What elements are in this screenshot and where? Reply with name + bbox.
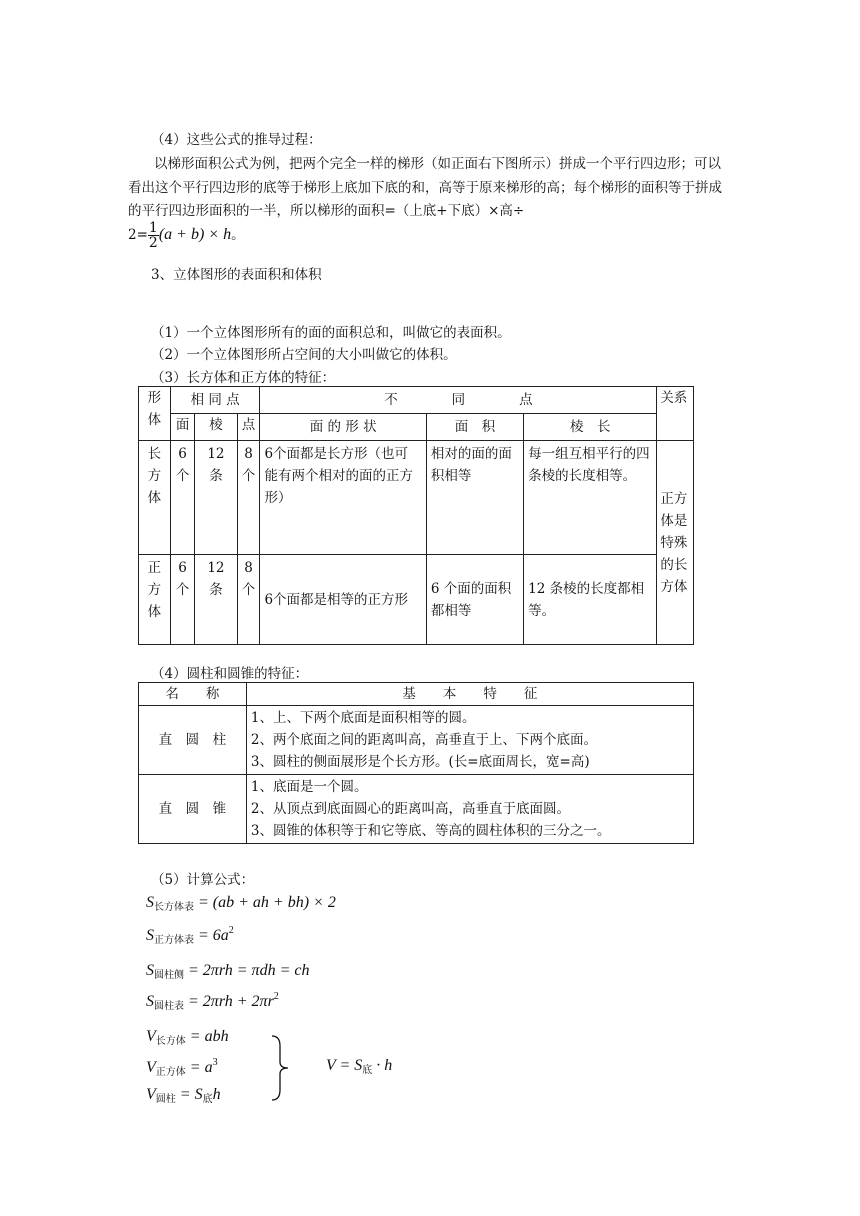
row-cylinder-name: 直 圆 柱 bbox=[139, 706, 247, 775]
row-cube-area: 6 个面的面积都相等 bbox=[426, 555, 523, 645]
header-edge-length: 棱 长 bbox=[524, 414, 657, 441]
row-cube-edge: 12条 bbox=[195, 555, 237, 645]
formula-rhs: = (ab + ah + bh) × 2 bbox=[198, 894, 336, 911]
formula-var: S bbox=[146, 927, 154, 944]
definition-surface-area: （1）一个立体图形所有的面的面积总和，叫做它的表面积。 bbox=[151, 325, 511, 341]
row-cuboid-vertex: 8个 bbox=[237, 441, 260, 555]
formula-sub: 圆柱侧 bbox=[154, 970, 184, 981]
table-row bbox=[139, 775, 694, 844]
row-cone-name: 直 圆 锥 bbox=[139, 775, 247, 844]
formula-rhs: = 2πrh + 2πr bbox=[188, 993, 274, 1010]
cone-feature-3: 3、圆锥的体积等于和它等底、等高的圆柱体积的三分之一。 bbox=[250, 823, 611, 839]
formula-cylinder-surface bbox=[146, 991, 279, 1012]
formula-sub: 长方体表 bbox=[154, 902, 194, 913]
cylinder-feature-1: 1、上、下两个底面是面积相等的圆。 bbox=[250, 710, 476, 726]
cylinder-feature-2: 2、两个底面之间的距离叫高，高垂直于上、下两个底面。 bbox=[250, 732, 597, 748]
formula-rhs-tail: h bbox=[212, 1086, 221, 1103]
row-cube-vertex: 8个 bbox=[237, 555, 260, 645]
formula-sup: 2 bbox=[273, 991, 279, 1002]
header-face-shape: 面 的 形 状 bbox=[260, 414, 426, 441]
formula-cuboid-surface bbox=[146, 894, 336, 913]
header-relation: 关系 bbox=[657, 387, 694, 441]
header-vertex: 点 bbox=[237, 414, 260, 441]
formula-cube-volume bbox=[146, 1057, 218, 1078]
formula-sup: 3 bbox=[212, 1057, 218, 1068]
formula-sub: 长方体 bbox=[155, 1036, 186, 1047]
volume-rule-sub: 底 bbox=[362, 1065, 373, 1076]
formula-sub: 正方体表 bbox=[154, 935, 194, 946]
formula-sub: 正方体 bbox=[155, 1067, 186, 1078]
formula-var: S bbox=[146, 993, 154, 1010]
section-heading-solids: 3、立体图形的表面积和体积 bbox=[151, 267, 322, 283]
cuboid-cube-table bbox=[138, 386, 694, 645]
section-heading-cylinder-cone: （4）圆柱和圆锥的特征： bbox=[151, 666, 309, 682]
volume-rule-tail: · h bbox=[372, 1057, 393, 1074]
row-cube-name: 正方体 bbox=[139, 555, 171, 645]
formula-rhs: = a bbox=[189, 1059, 213, 1076]
one-half-fraction bbox=[148, 221, 159, 250]
formula-var: V bbox=[146, 1028, 156, 1045]
formula-rhs: = 2πrh = πdh = ch bbox=[188, 962, 310, 979]
trapezoid-area-formula: (a + b) × h bbox=[158, 226, 232, 243]
row-cuboid-shape: 6个面都是长方形（也可 能有两个相对的面的正方 形） bbox=[260, 441, 426, 555]
section-heading-formulas: （5）计算公式： bbox=[151, 872, 255, 888]
header-same: 相 同 点 bbox=[170, 387, 260, 414]
definition-cuboid-cube-heading: （3）长方体和正方体的特征： bbox=[151, 370, 336, 386]
definition-volume: （2）一个立体图形所占空间的大小叫做它的体积。 bbox=[151, 347, 457, 363]
row-cuboid-edge: 12条 bbox=[195, 441, 237, 555]
formula-rhs-sub: 底 bbox=[202, 1094, 213, 1105]
formula-cuboid-volume bbox=[146, 1028, 229, 1047]
row-cube-edge-length: 12 条棱的长度都相等。 bbox=[524, 555, 657, 645]
header-features: 基 本 特 征 bbox=[246, 683, 693, 706]
row-cylinder-features bbox=[246, 706, 693, 775]
formula-rhs: = 6a bbox=[198, 927, 229, 944]
formula-sup: 2 bbox=[228, 925, 234, 936]
derivation-text: 以梯形面积公式为例，把两个完全一样的梯形（如正面右下图所示）拼成一个平行四边形；可以看出这个平行四边形的底等于梯形上底加下底的和，高等于原来梯形的高；每个梯形的面积等于拼成的平行四边形面积的一半，所以梯形的面积=（上底+下底）×高÷ bbox=[128, 156, 722, 219]
formula-var: V bbox=[146, 1059, 156, 1076]
row-cuboid-edge-length: 每一组互相平行的四条棱的长度相等。 bbox=[524, 441, 657, 555]
cylinder-feature-3: 3、圆柱的侧面展形是个长方形。(长=底面周长，宽=高) bbox=[250, 754, 590, 770]
formula-rhs: = abh bbox=[189, 1028, 229, 1045]
volume-rule-formula bbox=[326, 1057, 392, 1076]
row-cone-features bbox=[246, 775, 693, 844]
formula-prefix: 2= bbox=[128, 227, 148, 243]
right-brace-icon bbox=[268, 1034, 294, 1102]
header-area: 面 积 bbox=[426, 414, 523, 441]
section-heading-derivation: （4）这些公式的推导过程： bbox=[151, 132, 322, 148]
formula-sub: 圆柱表 bbox=[154, 1001, 184, 1012]
header-face: 面 bbox=[170, 414, 195, 441]
volume-rule-lhs: V = S bbox=[326, 1057, 363, 1074]
header-name: 名 称 bbox=[139, 683, 247, 706]
derivation-paragraph bbox=[128, 153, 730, 224]
relation-cell: 正方体是特殊的长方体 bbox=[657, 441, 694, 645]
cylinder-cone-table bbox=[138, 682, 694, 844]
derivation-formula-line bbox=[128, 221, 245, 250]
formula-cylinder-volume bbox=[146, 1086, 221, 1105]
row-cube-shape: 6个面都是相等的正方形 bbox=[260, 555, 426, 645]
table-row bbox=[139, 555, 694, 645]
formula-cube-surface bbox=[146, 925, 234, 946]
formula-cylinder-lateral bbox=[146, 962, 309, 981]
formula-rhs: = S bbox=[179, 1086, 203, 1103]
row-cuboid-face: 6个 bbox=[170, 441, 195, 555]
formula-var: S bbox=[146, 894, 154, 911]
formula-var: V bbox=[146, 1086, 156, 1103]
formula-suffix: 。 bbox=[231, 227, 245, 243]
table-row bbox=[139, 706, 694, 775]
row-cuboid-area: 相对的面的面积相等 bbox=[426, 441, 523, 555]
table-row bbox=[139, 441, 694, 555]
header-shape: 形体 bbox=[139, 387, 171, 441]
cone-feature-2: 2、从顶点到底面圆心的距离叫高，高垂直于底面圆。 bbox=[250, 801, 570, 817]
cone-feature-1: 1、底面是一个圆。 bbox=[250, 779, 368, 795]
formula-sub: 圆柱 bbox=[155, 1094, 176, 1105]
formula-var: S bbox=[146, 962, 154, 979]
fraction-numerator: 1 bbox=[148, 220, 158, 236]
row-cube-face: 6个 bbox=[170, 555, 195, 645]
row-cuboid-name: 长方体 bbox=[139, 441, 171, 555]
header-edge: 棱 bbox=[195, 414, 237, 441]
fraction-denominator: 2 bbox=[148, 235, 158, 251]
header-different: 不 同 点 bbox=[260, 387, 657, 414]
